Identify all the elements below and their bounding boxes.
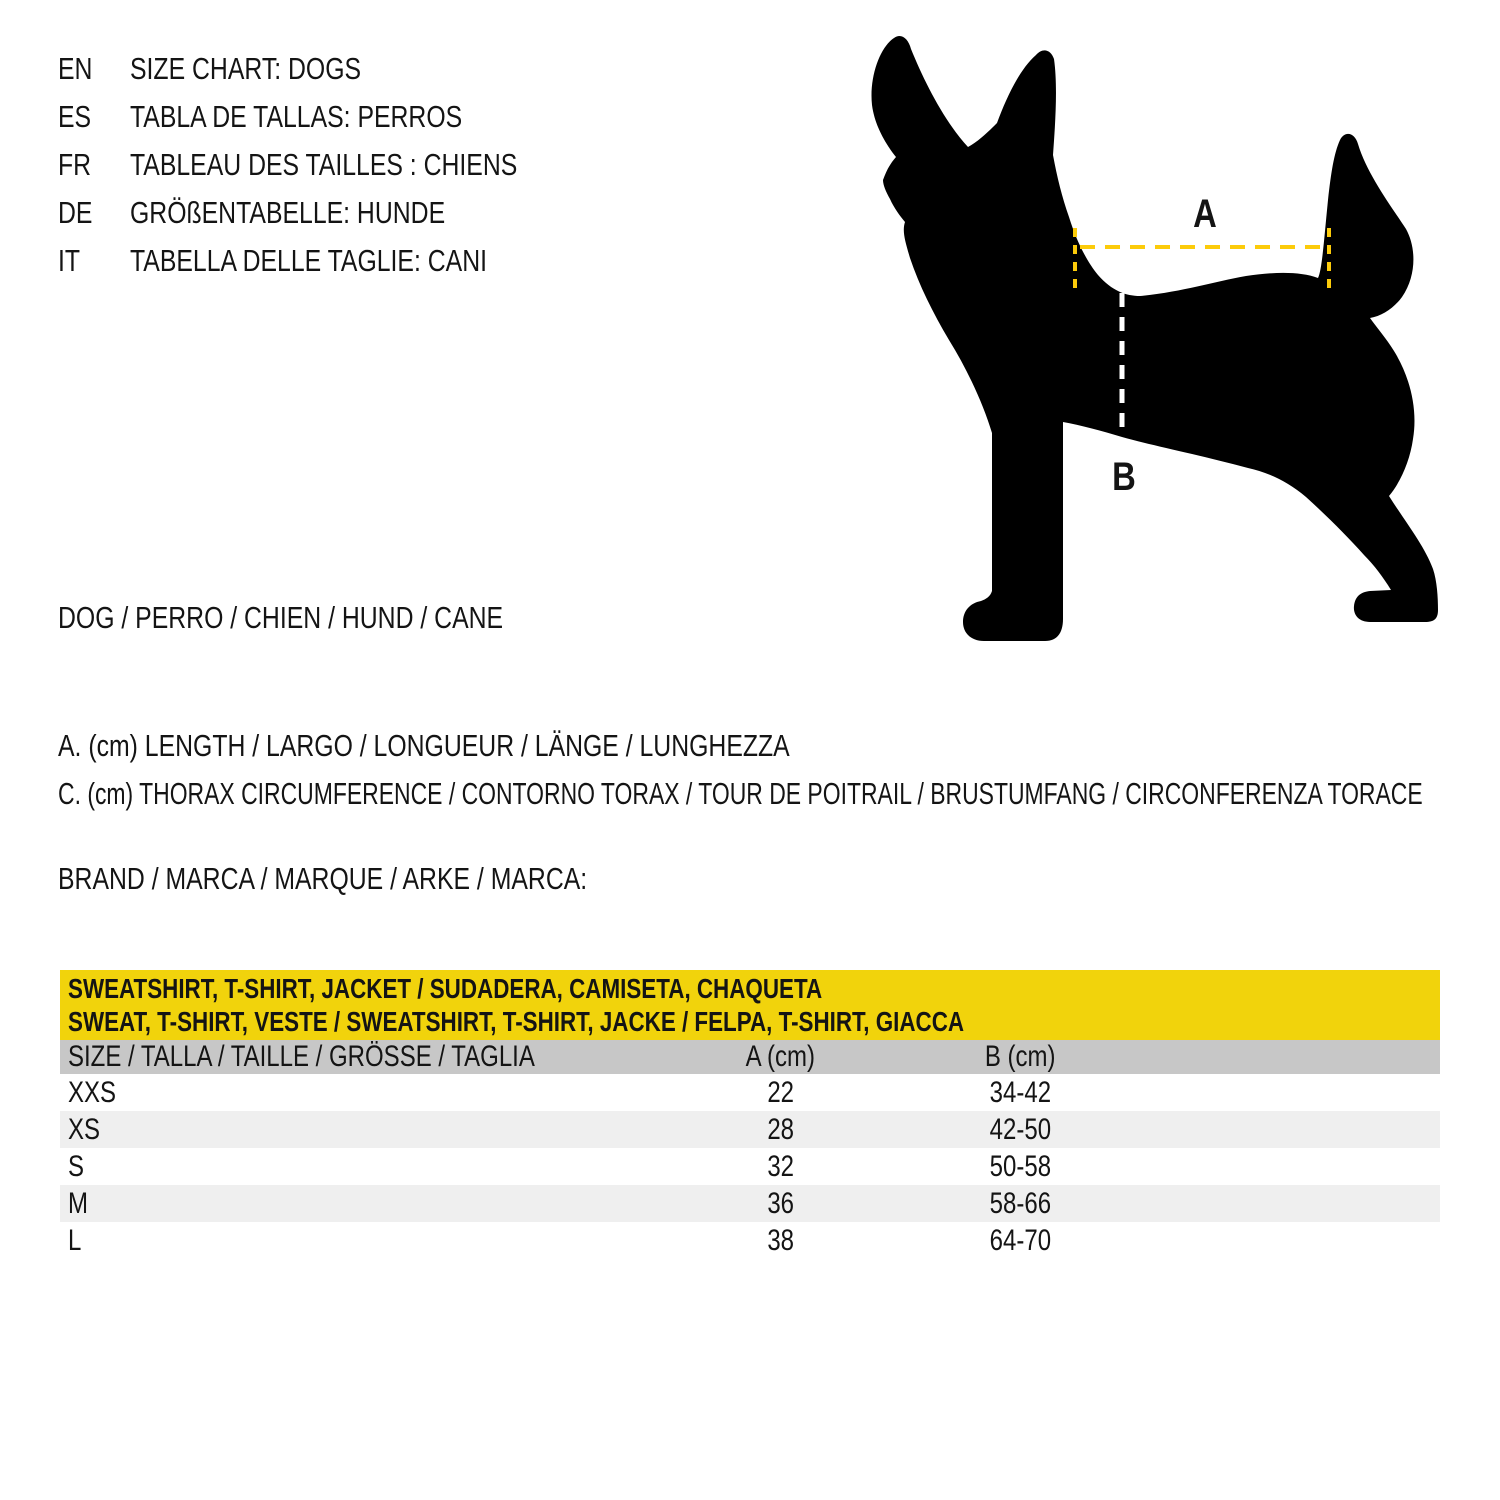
- size-table-title-line1: SWEATSHIRT, T-SHIRT, JACKET / SUDADERA, CAMISETA, CHAQUETA: [68, 973, 823, 1004]
- measurement-thorax-label: C. (cm) THORAX CIRCUMFERENCE / CONTORNO TORAX / TOUR DE POITRAIL / BRUSTUMFANG / CIRCONFERENZA TORACE: [58, 776, 1423, 811]
- b-value: 42-50: [989, 1112, 1052, 1146]
- language-code: EN: [58, 51, 93, 86]
- language-code: FR: [58, 147, 92, 182]
- language-code: ES: [58, 99, 92, 134]
- size-value: M: [68, 1186, 88, 1220]
- a-value: 38: [766, 1223, 794, 1257]
- column-header-b: B (cm): [985, 1040, 1056, 1073]
- a-value: 32: [766, 1149, 794, 1183]
- language-row-en: [58, 45, 614, 93]
- language-code: DE: [58, 195, 93, 230]
- table-row-xxs: [60, 1074, 1440, 1111]
- b-value: 34-42: [989, 1075, 1052, 1109]
- table-row-l: [60, 1222, 1440, 1259]
- b-value: 64-70: [989, 1223, 1052, 1257]
- b-value: 58-66: [989, 1186, 1052, 1220]
- language-code: IT: [58, 243, 81, 278]
- brand-label: BRAND / MARCA / MARQUE / ARKE / MARCA:: [58, 861, 588, 896]
- table-row-s: [60, 1148, 1440, 1185]
- language-title: GRÖßENTABELLE: HUNDE: [130, 195, 446, 230]
- measurement-length-label: A. (cm) LENGTH / LARGO / LONGUEUR / LÄNGE / LUNGHEZZA: [58, 728, 790, 763]
- size-table-title: [60, 970, 1440, 1040]
- language-row-es: [58, 93, 614, 141]
- language-title: SIZE CHART: DOGS: [130, 51, 362, 86]
- language-title: TABLEAU DES TAILLES : CHIENS: [130, 147, 518, 182]
- language-title-list: [58, 45, 614, 285]
- dimension-b-label: B: [1112, 453, 1136, 499]
- language-row-fr: [58, 141, 614, 189]
- b-value: 50-58: [989, 1149, 1052, 1183]
- size-value: S: [68, 1149, 85, 1183]
- size-value: XS: [68, 1112, 101, 1146]
- language-row-it: [58, 237, 614, 285]
- size-value: L: [68, 1223, 82, 1257]
- a-value: 28: [766, 1112, 794, 1146]
- table-row-m: [60, 1185, 1440, 1222]
- column-header-a: A (cm): [745, 1040, 816, 1073]
- language-title: TABLA DE TALLAS: PERROS: [130, 99, 463, 134]
- size-table: [60, 970, 1440, 1259]
- language-title: TABELLA DELLE TAGLIE: CANI: [130, 243, 487, 278]
- size-table-title-line2: SWEAT, T-SHIRT, VESTE / SWEATSHIRT, T-SHIRT, JACKE / FELPA, T-SHIRT, GIACCA: [68, 1006, 965, 1037]
- animal-label: DOG / PERRO / CHIEN / HUND / CANE: [58, 600, 504, 635]
- size-table-header-row: [60, 1040, 1440, 1074]
- language-row-de: [58, 189, 614, 237]
- dog-measurement-diagram: [850, 25, 1470, 655]
- size-value: XXS: [68, 1075, 117, 1109]
- dimension-a-label: A: [1193, 190, 1217, 236]
- a-value: 36: [766, 1186, 794, 1220]
- column-header-size: SIZE / TALLA / TAILLE / GRÖSSE / TAGLIA: [68, 1040, 535, 1073]
- a-value: 22: [766, 1075, 794, 1109]
- dog-silhouette: [872, 36, 1438, 641]
- table-row-xs: [60, 1111, 1440, 1148]
